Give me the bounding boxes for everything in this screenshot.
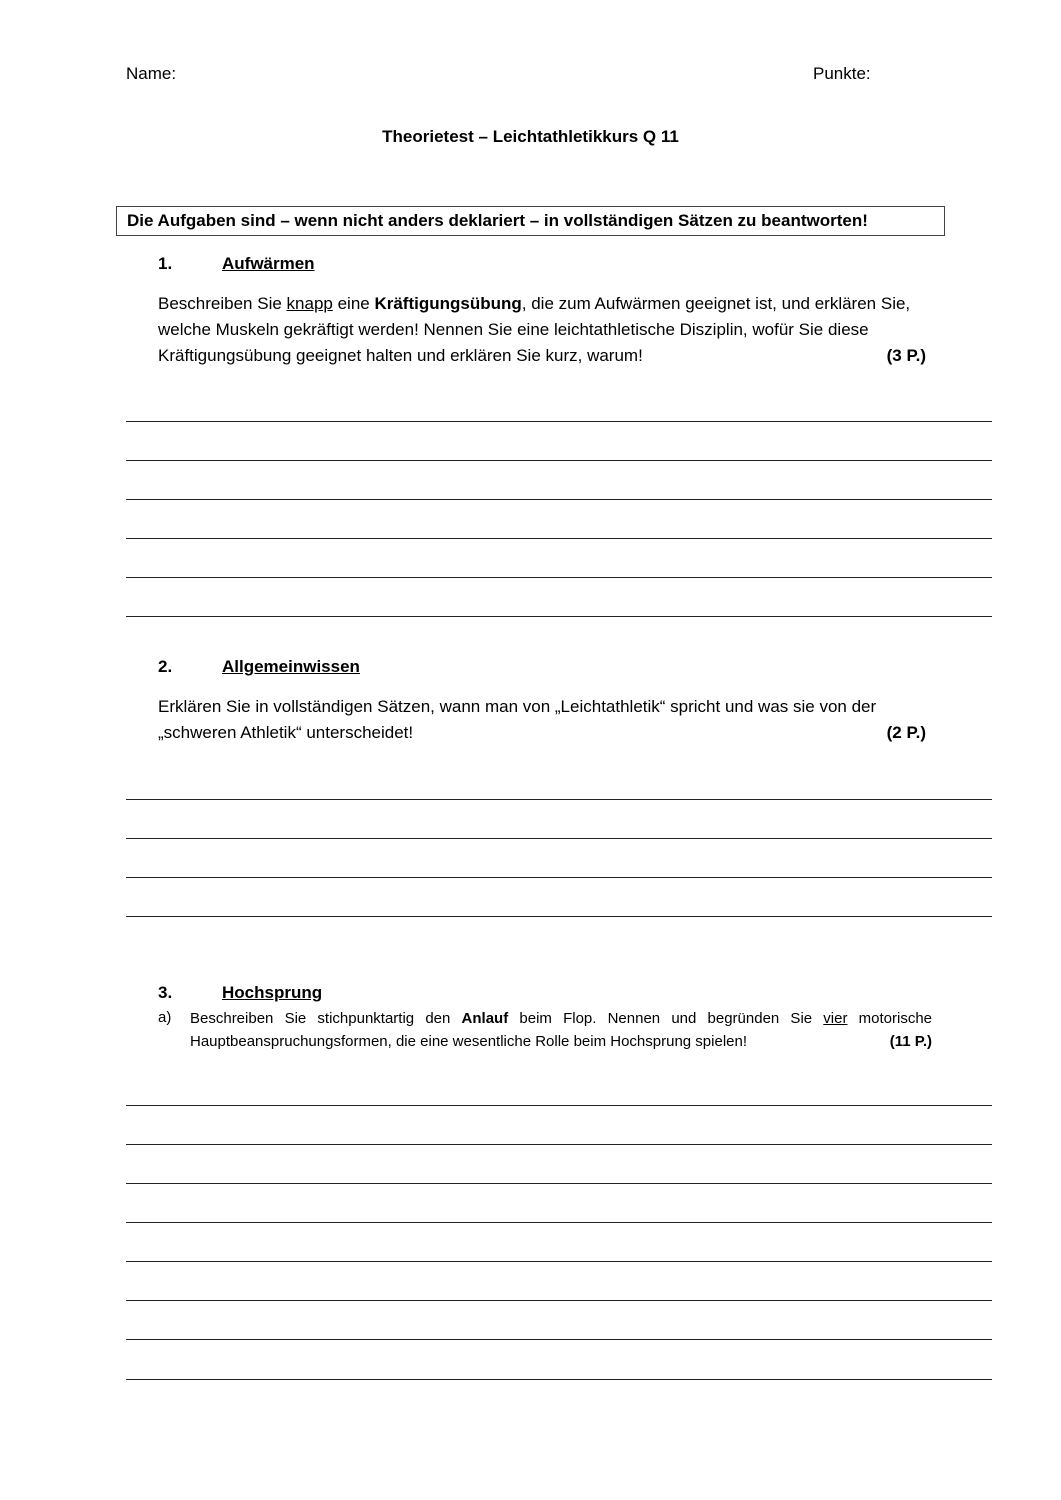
answer-line xyxy=(126,460,992,461)
section3-sub-label: a) xyxy=(158,1009,172,1026)
answer-line xyxy=(126,1379,992,1380)
section3-text-bold: Anlauf xyxy=(461,1010,509,1027)
page-title: Theorietest – Leichtathletikkurs Q 11 xyxy=(382,127,679,146)
answer-line xyxy=(126,616,992,617)
answer-line xyxy=(126,1144,992,1145)
section1-text-part5: , die zum Aufwärmen geeignet ist, und erklären Sie, welche Muskeln gekräftigt werden! Nennen Sie eine leichtathletische Disziplin, wofür Sie diese Kräftigungsübung geeignet halten und erklären Sie kurz, warum! xyxy=(158,294,911,365)
section3-title: Hochsprung xyxy=(222,983,323,1002)
answer-line xyxy=(126,799,992,800)
section1-number: 1. xyxy=(158,254,173,273)
answer-line xyxy=(126,1261,992,1262)
answer-line xyxy=(126,1222,992,1223)
name-label: Name: xyxy=(126,64,177,83)
answer-line xyxy=(126,1183,992,1184)
section2-text: Erklären Sie in vollständigen Sätzen, wann man von „Leichtathletik“ spricht und was sie von der „schweren Athletik“ unterscheidet! xyxy=(158,697,877,742)
answer-line xyxy=(126,577,992,578)
section3-points: (11 P.) xyxy=(889,1033,932,1050)
section2-points: (2 P.) xyxy=(886,723,926,742)
answer-line xyxy=(126,916,992,917)
section2-title: Allgemeinwissen xyxy=(222,657,360,676)
answer-line xyxy=(126,499,992,500)
section1-text-part1: Beschreiben Sie xyxy=(158,294,287,313)
answer-line xyxy=(126,1300,992,1301)
section1-text-underlined: knapp xyxy=(286,294,333,313)
answer-line xyxy=(126,838,992,839)
answer-line xyxy=(126,421,992,422)
section1-points: (3 P.) xyxy=(886,346,926,365)
section1-question xyxy=(158,291,926,369)
answer-line xyxy=(126,1339,992,1340)
section3-number: 3. xyxy=(158,983,173,1002)
section1-title: Aufwärmen xyxy=(222,254,315,273)
answer-line xyxy=(126,877,992,878)
instructions-box: Die Aufgaben sind – wenn nicht anders deklariert – in vollständigen Sätzen zu beantworten! xyxy=(116,206,945,236)
section3-text-underlined: vier xyxy=(823,1010,848,1027)
section1-text-bold: Kräftigungsübung xyxy=(374,294,522,313)
section2-question xyxy=(158,694,926,746)
answer-line xyxy=(126,1105,992,1106)
answer-line xyxy=(126,538,992,539)
section3-text-part1: Beschreiben Sie stichpunktartig den xyxy=(190,1010,462,1027)
section2-number: 2. xyxy=(158,657,173,676)
section3-text-part3: beim Flop. Nennen und begründen Sie xyxy=(508,1010,824,1027)
section1-text-part3: eine xyxy=(332,294,375,313)
section3-question xyxy=(190,1007,932,1053)
points-label: Punkte: xyxy=(813,64,871,83)
section3-text-part5: motorische Hauptbeanspruchungsformen, die eine wesentliche Rolle beim Hochsprung spielen! xyxy=(190,1010,933,1050)
